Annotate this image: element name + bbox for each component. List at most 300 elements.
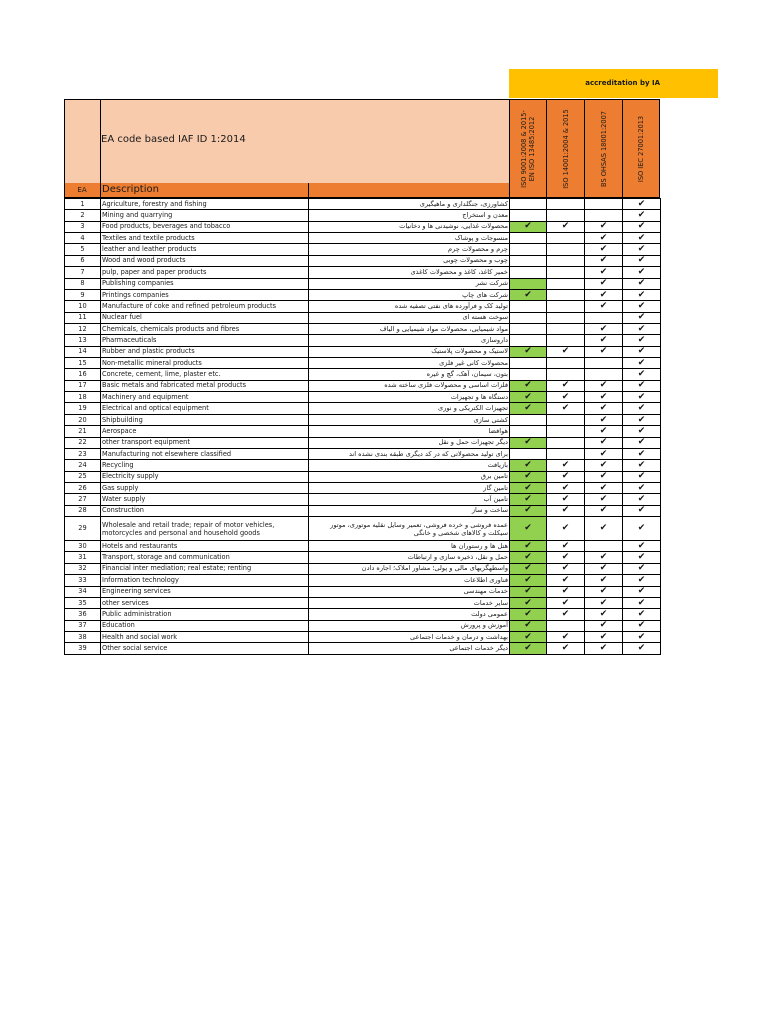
- checkmark-icon: ✔: [561, 586, 570, 597]
- check-cell-3: [623, 643, 661, 654]
- check-cell-0: [510, 609, 547, 620]
- checkmark-icon: ✔: [637, 403, 646, 414]
- check-cell-2: [585, 312, 623, 323]
- check-cell-2: [585, 255, 623, 266]
- description-fa-cell: معدن و استخراج: [309, 210, 510, 221]
- description-en-cell: Gas supply: [101, 482, 309, 493]
- checkmark-icon: ✔: [524, 586, 532, 597]
- check-cell-2: [585, 541, 623, 552]
- description-en-cell: Financial inter mediation; real estate; renting: [101, 563, 309, 574]
- check-cell-0: [510, 414, 547, 425]
- check-cell-3: [623, 609, 661, 620]
- checkmark-icon: ✔: [637, 334, 646, 345]
- table-row: [65, 426, 661, 437]
- description-fa-cell: داروسازی: [309, 335, 510, 346]
- check-cell-3: [623, 563, 661, 574]
- description-fa-cell: دستگاه ها و تجهیزات: [309, 392, 510, 403]
- description-fa-cell: حمل و نقل، ذخیره سازی و ارتباطات: [309, 552, 510, 563]
- table-row: [65, 358, 661, 369]
- check-cell-1: [547, 392, 585, 403]
- ea-code-cell: 2: [65, 210, 101, 221]
- table-row: [65, 289, 661, 300]
- check-cell-2: [585, 403, 623, 414]
- checkmark-icon: ✔: [524, 608, 532, 619]
- check-cell-1: [547, 267, 585, 278]
- check-cell-1: [547, 563, 585, 574]
- table-row: [65, 482, 661, 493]
- ea-code-cell: 9: [65, 289, 101, 300]
- checkmark-icon: ✔: [637, 642, 646, 653]
- check-cell-2: [585, 620, 623, 631]
- check-cell-3: [623, 552, 661, 563]
- check-cell-0: [510, 482, 547, 493]
- description-en-cell: Pharmaceuticals: [101, 335, 309, 346]
- check-cell-1: [547, 505, 585, 516]
- ea-code-cell: 11: [65, 312, 101, 323]
- description-en-cell: Manufacture of coke and refined petroleum products: [101, 301, 309, 312]
- checkmark-icon: ✔: [524, 346, 532, 357]
- checkmark-icon: ✔: [637, 369, 646, 380]
- check-cell-3: [623, 312, 661, 323]
- check-cell-0: [510, 380, 547, 391]
- checkmark-icon: ✔: [561, 608, 570, 619]
- checkmark-icon: ✔: [599, 289, 608, 300]
- description-fa-cell: بازیافت: [309, 460, 510, 471]
- description-fa-cell: محصولات غذایی، نوشیدنی ها و دخانیات: [309, 221, 510, 232]
- check-cell-2: [585, 244, 623, 255]
- standard-label: ISO 9001:2008 & 2015- EN ISO 13485:2012: [520, 109, 536, 188]
- check-cell-2: [585, 631, 623, 642]
- check-cell-3: [623, 505, 661, 516]
- check-cell-1: [547, 358, 585, 369]
- description-fa-cell: چرم و محصولات چرم: [309, 244, 510, 255]
- ea-code-cell: 39: [65, 643, 101, 654]
- check-cell-1: [547, 631, 585, 642]
- check-cell-0: [510, 369, 547, 380]
- check-cell-1: [547, 494, 585, 505]
- check-cell-3: [623, 358, 661, 369]
- check-cell-0: [510, 346, 547, 357]
- description-en-cell: Textiles and textile products: [101, 233, 309, 244]
- checkmark-icon: ✔: [599, 323, 608, 334]
- check-cell-2: [585, 392, 623, 403]
- checkmark-icon: ✔: [637, 312, 646, 323]
- description-fa-cell: منسوجات و پوشاک: [309, 233, 510, 244]
- ea-code-cell: 30: [65, 541, 101, 552]
- description-column-header: Description: [102, 184, 159, 195]
- check-cell-2: [585, 301, 623, 312]
- check-cell-1: [547, 586, 585, 597]
- description-en-cell: Printings companies: [101, 289, 309, 300]
- table-title: EA code based IAF ID 1:2014: [101, 134, 246, 145]
- checkmark-icon: ✔: [599, 255, 608, 266]
- checkmark-icon: ✔: [599, 266, 608, 277]
- check-cell-3: [623, 426, 661, 437]
- checkmark-icon: ✔: [599, 380, 608, 391]
- description-en-cell: Other social service: [101, 643, 309, 654]
- description-fa-cell: سوخت هسته ای: [309, 312, 510, 323]
- check-cell-1: [547, 301, 585, 312]
- check-cell-0: [510, 448, 547, 459]
- checkmark-icon: ✔: [599, 494, 608, 505]
- checkmark-icon: ✔: [637, 255, 646, 266]
- check-cell-1: [547, 609, 585, 620]
- checkmark-icon: ✔: [524, 597, 532, 608]
- check-cell-1: [547, 244, 585, 255]
- standard-label: BS OHSAS 18001:2007: [599, 110, 608, 187]
- checkmark-icon: ✔: [599, 278, 608, 289]
- checkmark-icon: ✔: [561, 523, 570, 534]
- table-row: [65, 505, 661, 516]
- checkmark-icon: ✔: [637, 523, 646, 534]
- ea-code-cell: 29: [65, 517, 101, 541]
- ea-code-cell: 13: [65, 335, 101, 346]
- checkmark-icon: ✔: [637, 586, 646, 597]
- table-row: [65, 199, 661, 210]
- checkmark-icon: ✔: [524, 289, 532, 300]
- check-cell-0: [510, 563, 547, 574]
- ea-code-cell: 16: [65, 369, 101, 380]
- check-cell-3: [623, 278, 661, 289]
- check-cell-3: [623, 517, 661, 541]
- check-cell-2: [585, 323, 623, 334]
- check-cell-1: [547, 346, 585, 357]
- table-row: [65, 392, 661, 403]
- check-cell-3: [623, 335, 661, 346]
- check-cell-0: [510, 312, 547, 323]
- check-cell-3: [623, 620, 661, 631]
- check-cell-0: [510, 244, 547, 255]
- check-cell-0: [510, 210, 547, 221]
- check-cell-0: [510, 620, 547, 631]
- check-cell-0: [510, 460, 547, 471]
- ea-code-cell: 14: [65, 346, 101, 357]
- description-en-cell: pulp, paper and paper products: [101, 267, 309, 278]
- check-cell-2: [585, 437, 623, 448]
- check-cell-1: [547, 471, 585, 482]
- checkmark-icon: ✔: [637, 289, 646, 300]
- check-cell-2: [585, 505, 623, 516]
- description-en-cell: Shipbuilding: [101, 414, 309, 425]
- ea-code-cell: 6: [65, 255, 101, 266]
- description-fa-cell: دیگر خدمات اجتماعی: [309, 643, 510, 654]
- check-cell-1: [547, 437, 585, 448]
- checkmark-icon: ✔: [637, 608, 646, 619]
- checkmark-icon: ✔: [637, 563, 646, 574]
- check-cell-1: [547, 448, 585, 459]
- checkmark-icon: ✔: [524, 552, 532, 563]
- standard-label: ISO IEC 27001:2013: [637, 115, 645, 182]
- ea-code-cell: 5: [65, 244, 101, 255]
- check-cell-3: [623, 494, 661, 505]
- checkmark-icon: ✔: [637, 448, 646, 459]
- table-row: [65, 471, 661, 482]
- description-fa-cell: مواد شیمیایی، محصولات مواد شیمیایی و الیاف: [309, 323, 510, 334]
- checkmark-icon: ✔: [561, 563, 570, 574]
- checkmark-icon: ✔: [524, 523, 532, 534]
- description-en-cell: Hotels and restaurants: [101, 541, 309, 552]
- check-cell-3: [623, 210, 661, 221]
- checkmark-icon: ✔: [561, 403, 570, 414]
- table-row: [65, 437, 661, 448]
- ea-code-cell: 21: [65, 426, 101, 437]
- checkmark-icon: ✔: [599, 414, 608, 425]
- check-cell-3: [623, 403, 661, 414]
- checkmark-icon: ✔: [561, 597, 570, 608]
- check-cell-2: [585, 575, 623, 586]
- check-cell-0: [510, 255, 547, 266]
- check-cell-1: [547, 255, 585, 266]
- table-row: [65, 335, 661, 346]
- check-cell-0: [510, 289, 547, 300]
- check-cell-3: [623, 586, 661, 597]
- description-en-cell: Wholesale and retail trade; repair of motor vehicles, motorcycles and personal and household goods: [101, 517, 309, 541]
- check-cell-1: [547, 323, 585, 334]
- table-row: [65, 448, 661, 459]
- description-fa-cell: تامین آب: [309, 494, 510, 505]
- check-cell-0: [510, 643, 547, 654]
- checkmark-icon: ✔: [637, 278, 646, 289]
- checkmark-icon: ✔: [637, 380, 646, 391]
- description-fa-cell: محصولات کانی غیر فلزی: [309, 358, 510, 369]
- description-en-cell: other services: [101, 597, 309, 608]
- description-en-cell: Concrete, cement, lime, plaster etc.: [101, 369, 309, 380]
- ea-code-cell: 33: [65, 575, 101, 586]
- ea-code-cell: 38: [65, 631, 101, 642]
- table-row: [65, 620, 661, 631]
- check-cell-0: [510, 301, 547, 312]
- description-en-cell: Food products, beverages and tobacco: [101, 221, 309, 232]
- check-cell-3: [623, 437, 661, 448]
- check-cell-2: [585, 346, 623, 357]
- table-row: [65, 244, 661, 255]
- description-fa-cell: عمومی دولت: [309, 609, 510, 620]
- check-cell-3: [623, 323, 661, 334]
- ea-code-cell: 7: [65, 267, 101, 278]
- checkmark-icon: ✔: [637, 471, 646, 482]
- checkmark-icon: ✔: [599, 425, 608, 436]
- check-cell-1: [547, 210, 585, 221]
- checkmark-icon: ✔: [524, 620, 532, 631]
- check-cell-3: [623, 631, 661, 642]
- check-cell-2: [585, 221, 623, 232]
- table-row: [65, 255, 661, 266]
- ea-code-cell: 32: [65, 563, 101, 574]
- description-fa-cell: تامین گاز: [309, 482, 510, 493]
- ea-code-cell: 3: [65, 221, 101, 232]
- check-cell-2: [585, 448, 623, 459]
- checkmark-icon: ✔: [599, 523, 608, 534]
- description-en-cell: Engineering services: [101, 586, 309, 597]
- check-cell-3: [623, 221, 661, 232]
- checkmark-icon: ✔: [599, 221, 608, 232]
- table-row: [65, 312, 661, 323]
- checkmark-icon: ✔: [637, 552, 646, 563]
- description-fa-cell: هتل ها و رستوران ها: [309, 541, 510, 552]
- checkmark-icon: ✔: [561, 540, 570, 551]
- checkmark-icon: ✔: [599, 563, 608, 574]
- checkmark-icon: ✔: [637, 198, 646, 209]
- checkmark-icon: ✔: [524, 221, 532, 232]
- check-cell-2: [585, 278, 623, 289]
- checkmark-icon: ✔: [524, 631, 532, 642]
- checkmark-icon: ✔: [599, 232, 608, 243]
- checkmark-icon: ✔: [599, 448, 608, 459]
- check-cell-1: [547, 221, 585, 232]
- table-row: [65, 609, 661, 620]
- check-cell-0: [510, 471, 547, 482]
- checkmark-icon: ✔: [561, 482, 570, 493]
- table-row: [65, 517, 661, 541]
- table-row: [65, 267, 661, 278]
- ea-code-cell: 36: [65, 609, 101, 620]
- check-cell-2: [585, 517, 623, 541]
- check-cell-2: [585, 233, 623, 244]
- checkmark-icon: ✔: [599, 391, 608, 402]
- check-cell-1: [547, 289, 585, 300]
- checkmark-icon: ✔: [524, 437, 532, 448]
- check-cell-1: [547, 552, 585, 563]
- check-cell-1: [547, 426, 585, 437]
- checkmark-icon: ✔: [524, 482, 532, 493]
- checkmark-icon: ✔: [561, 574, 570, 585]
- ea-code-cell: 20: [65, 414, 101, 425]
- checkmark-icon: ✔: [524, 540, 532, 551]
- description-fa-cell: خدمات مهندسی: [309, 586, 510, 597]
- check-cell-2: [585, 643, 623, 654]
- ea-code-cell: 15: [65, 358, 101, 369]
- check-cell-0: [510, 403, 547, 414]
- check-cell-2: [585, 210, 623, 221]
- check-cell-0: [510, 267, 547, 278]
- description-en-cell: other transport equipment: [101, 437, 309, 448]
- ea-code-cell: 22: [65, 437, 101, 448]
- description-en-cell: Rubber and plastic products: [101, 346, 309, 357]
- checkmark-icon: ✔: [637, 620, 646, 631]
- description-fa-cell: تامین برق: [309, 471, 510, 482]
- description-en-cell: Publishing companies: [101, 278, 309, 289]
- checkmark-icon: ✔: [637, 244, 646, 255]
- check-cell-2: [585, 460, 623, 471]
- description-fa-cell: فناوری اطلاعات: [309, 575, 510, 586]
- description-fa-cell: لاستیک و محصولات پلاستیک: [309, 346, 510, 357]
- ea-column-header: EA: [77, 186, 87, 194]
- checkmark-icon: ✔: [599, 631, 608, 642]
- check-cell-3: [623, 289, 661, 300]
- checkmark-icon: ✔: [561, 221, 570, 232]
- check-cell-3: [623, 392, 661, 403]
- checkmark-icon: ✔: [561, 471, 570, 482]
- check-cell-2: [585, 289, 623, 300]
- description-en-cell: Machinery and equipment: [101, 392, 309, 403]
- check-cell-1: [547, 380, 585, 391]
- standard-header-iso27001: [622, 99, 660, 198]
- description-fa-cell: تولید کک و فرآورده های نفتی تصفیه شده: [309, 301, 510, 312]
- check-cell-0: [510, 505, 547, 516]
- checkmark-icon: ✔: [637, 459, 646, 470]
- ea-code-cell: 17: [65, 380, 101, 391]
- check-cell-1: [547, 233, 585, 244]
- checkmark-icon: ✔: [524, 459, 532, 470]
- checkmark-icon: ✔: [561, 552, 570, 563]
- description-fa-cell: کشتی سازی: [309, 414, 510, 425]
- ea-code-cell: 23: [65, 448, 101, 459]
- check-cell-2: [585, 267, 623, 278]
- check-cell-1: [547, 517, 585, 541]
- checkmark-icon: ✔: [524, 494, 532, 505]
- description-en-cell: Non-metallic mineral products: [101, 358, 309, 369]
- standard-label: ISO 14001:2004 & 2015: [561, 108, 570, 189]
- ea-code-cell: 19: [65, 403, 101, 414]
- description-en-cell: Water supply: [101, 494, 309, 505]
- ea-code-cell: 1: [65, 199, 101, 210]
- checkmark-icon: ✔: [599, 552, 608, 563]
- check-cell-0: [510, 494, 547, 505]
- checkmark-icon: ✔: [637, 266, 646, 277]
- checkmark-icon: ✔: [599, 586, 608, 597]
- check-cell-3: [623, 380, 661, 391]
- table-row: [65, 597, 661, 608]
- check-cell-3: [623, 301, 661, 312]
- check-cell-1: [547, 199, 585, 210]
- checkmark-icon: ✔: [599, 459, 608, 470]
- check-cell-1: [547, 403, 585, 414]
- table-row: [65, 403, 661, 414]
- table-row: [65, 210, 661, 221]
- check-cell-0: [510, 631, 547, 642]
- check-cell-3: [623, 346, 661, 357]
- description-en-cell: Transport, storage and communication: [101, 552, 309, 563]
- description-en-cell: Agriculture, forestry and fishing: [101, 199, 309, 210]
- description-fa-cell: ساخت و ساز: [309, 505, 510, 516]
- checkmark-icon: ✔: [561, 459, 570, 470]
- checkmark-icon: ✔: [637, 232, 646, 243]
- check-cell-0: [510, 199, 547, 210]
- checkmark-icon: ✔: [561, 380, 570, 391]
- checkmark-icon: ✔: [561, 494, 570, 505]
- check-cell-0: [510, 552, 547, 563]
- check-cell-1: [547, 414, 585, 425]
- description-fa-cell: آموزش و پرورش: [309, 620, 510, 631]
- table-row: [65, 631, 661, 642]
- check-cell-2: [585, 597, 623, 608]
- check-cell-3: [623, 369, 661, 380]
- checkmark-icon: ✔: [524, 574, 532, 585]
- check-cell-3: [623, 233, 661, 244]
- description-fa-cell: سایر خدمات: [309, 597, 510, 608]
- description-fa-cell: فلزات اساسی و محصولات فلزی ساخته شده: [309, 380, 510, 391]
- table-row: [65, 369, 661, 380]
- description-fa-cell: هوافضا: [309, 426, 510, 437]
- description-en-cell: Nuclear fuel: [101, 312, 309, 323]
- description-en-cell: Electricity supply: [101, 471, 309, 482]
- checkmark-icon: ✔: [524, 391, 532, 402]
- table-row: [65, 552, 661, 563]
- description-en-cell: Public administration: [101, 609, 309, 620]
- accreditation-banner: [509, 69, 718, 98]
- check-cell-0: [510, 392, 547, 403]
- check-cell-3: [623, 448, 661, 459]
- check-cell-2: [585, 335, 623, 346]
- description-en-cell: Manufacturing not elsewhere classified: [101, 448, 309, 459]
- checkmark-icon: ✔: [599, 505, 608, 516]
- ea-code-cell: 8: [65, 278, 101, 289]
- check-cell-2: [585, 471, 623, 482]
- checkmark-icon: ✔: [599, 300, 608, 311]
- description-en-cell: Chemicals, chemicals products and fibres: [101, 323, 309, 334]
- checkmark-icon: ✔: [524, 642, 532, 653]
- description-fa-cell: خمیر کاغذ، کاغذ و محصولات کاغذی: [309, 267, 510, 278]
